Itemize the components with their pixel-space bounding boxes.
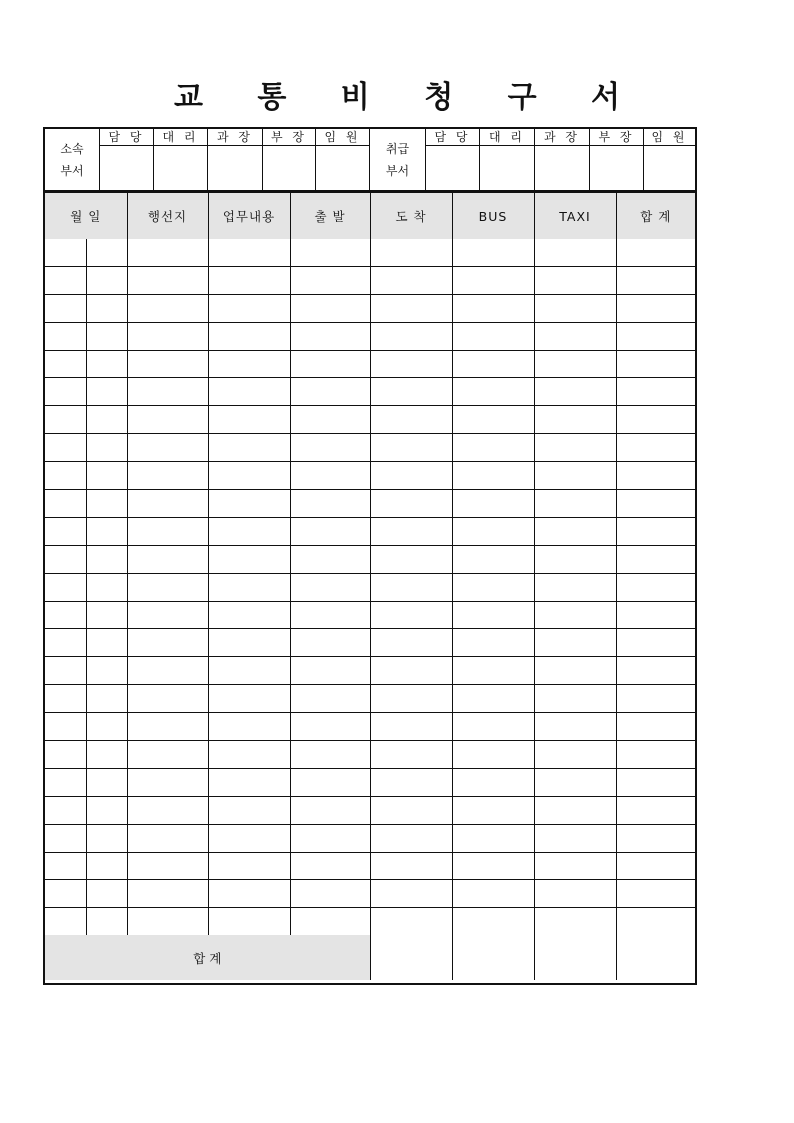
cell-task[interactable] xyxy=(208,406,290,434)
cell-destination[interactable] xyxy=(127,517,208,545)
cell-arrival[interactable] xyxy=(370,601,452,629)
cell-destination[interactable] xyxy=(127,824,208,852)
cell-arrival[interactable] xyxy=(370,768,452,796)
cell-bus[interactable] xyxy=(452,629,534,657)
cell-taxi[interactable] xyxy=(534,796,616,824)
expense-table xyxy=(45,193,695,980)
cell-month[interactable] xyxy=(45,350,86,378)
header-bus: BUS xyxy=(452,193,534,239)
cell-departure[interactable] xyxy=(290,824,370,852)
cell-total[interactable] xyxy=(616,462,695,490)
cell-departure[interactable] xyxy=(290,629,370,657)
cell-destination[interactable] xyxy=(127,406,208,434)
cell-destination[interactable] xyxy=(127,880,208,908)
cell-arrival[interactable] xyxy=(370,545,452,573)
cell-total[interactable] xyxy=(616,880,695,908)
cell-total[interactable] xyxy=(616,378,695,406)
cell-taxi[interactable] xyxy=(534,601,616,629)
cell-task[interactable] xyxy=(208,350,290,378)
table-row xyxy=(45,378,695,406)
cell-day[interactable] xyxy=(86,852,127,880)
cell-task[interactable] xyxy=(208,657,290,685)
cell-task[interactable] xyxy=(208,741,290,769)
cell-month[interactable] xyxy=(45,880,86,908)
table-row xyxy=(45,796,695,824)
cell-departure[interactable] xyxy=(290,545,370,573)
cell-departure[interactable] xyxy=(290,406,370,434)
cell-taxi[interactable] xyxy=(534,768,616,796)
cell-arrival[interactable] xyxy=(370,880,452,908)
cell-task[interactable] xyxy=(208,434,290,462)
cell-task[interactable] xyxy=(208,462,290,490)
cell-departure[interactable] xyxy=(290,796,370,824)
cell-arrival[interactable] xyxy=(370,713,452,741)
header-row xyxy=(45,193,695,239)
cell-task[interactable] xyxy=(208,629,290,657)
cell-bus[interactable] xyxy=(452,852,534,880)
cell-arrival[interactable] xyxy=(370,629,452,657)
cell-bus[interactable] xyxy=(452,517,534,545)
cell-month[interactable] xyxy=(45,545,86,573)
cell-total[interactable] xyxy=(616,545,695,573)
cell-taxi[interactable] xyxy=(534,294,616,322)
cell-bus[interactable] xyxy=(452,322,534,350)
cell-day[interactable] xyxy=(86,713,127,741)
cell-task[interactable] xyxy=(208,713,290,741)
cell-arrival[interactable] xyxy=(370,378,452,406)
cell-arrival[interactable] xyxy=(370,322,452,350)
cell-total[interactable] xyxy=(616,239,695,266)
cell-destination[interactable] xyxy=(127,629,208,657)
cell-bus[interactable] xyxy=(452,768,534,796)
table-row xyxy=(45,908,695,935)
footer-total-label: 합 계 xyxy=(45,935,370,980)
cell-arrival[interactable] xyxy=(370,852,452,880)
table-row xyxy=(45,239,695,266)
total-cell[interactable] xyxy=(370,935,452,980)
sign-box[interactable] xyxy=(154,129,208,190)
sign-box[interactable] xyxy=(426,129,480,190)
cell-day[interactable] xyxy=(86,824,127,852)
cell-taxi[interactable] xyxy=(534,378,616,406)
cell-bus[interactable] xyxy=(452,880,534,908)
footer-row xyxy=(45,935,695,980)
cell-destination[interactable] xyxy=(127,796,208,824)
cell-bus[interactable] xyxy=(452,462,534,490)
total-cell[interactable] xyxy=(616,935,695,980)
sign-label: 과 장 xyxy=(208,129,262,146)
cell-destination[interactable] xyxy=(127,545,208,573)
cell-total[interactable] xyxy=(616,685,695,713)
cell-day[interactable] xyxy=(86,490,127,518)
cell-total[interactable] xyxy=(616,713,695,741)
cell-task[interactable] xyxy=(208,768,290,796)
cell-day[interactable] xyxy=(86,629,127,657)
cell-task[interactable] xyxy=(208,601,290,629)
handling-dept-label xyxy=(370,129,426,190)
expense-table-frame xyxy=(43,191,697,985)
cell-day[interactable] xyxy=(86,545,127,573)
cell-bus[interactable] xyxy=(452,685,534,713)
cell-month[interactable] xyxy=(45,462,86,490)
cell-departure[interactable] xyxy=(290,462,370,490)
cell-total[interactable] xyxy=(616,490,695,518)
cell-arrival[interactable] xyxy=(370,796,452,824)
cell-destination[interactable] xyxy=(127,741,208,769)
table-row xyxy=(45,517,695,545)
table-row xyxy=(45,545,695,573)
cell-day[interactable] xyxy=(86,601,127,629)
cell-task[interactable] xyxy=(208,824,290,852)
cell-total[interactable] xyxy=(616,629,695,657)
sign-box[interactable] xyxy=(100,129,154,190)
cell-arrival[interactable] xyxy=(370,908,452,935)
sign-label: 임 원 xyxy=(316,129,369,146)
table-body xyxy=(45,239,695,935)
cell-total[interactable] xyxy=(616,824,695,852)
cell-departure[interactable] xyxy=(290,908,370,935)
cell-taxi[interactable] xyxy=(534,880,616,908)
sign-label: 과 장 xyxy=(535,129,589,146)
cell-total[interactable] xyxy=(616,908,695,935)
cell-task[interactable] xyxy=(208,490,290,518)
table-row xyxy=(45,741,695,769)
cell-bus[interactable] xyxy=(452,545,534,573)
cell-destination[interactable] xyxy=(127,768,208,796)
cell-taxi[interactable] xyxy=(534,741,616,769)
cell-taxi[interactable] xyxy=(534,266,616,294)
cell-month[interactable] xyxy=(45,266,86,294)
header-destination: 행선지 xyxy=(127,193,208,239)
cell-taxi[interactable] xyxy=(534,490,616,518)
cell-bus[interactable] xyxy=(452,713,534,741)
cell-total[interactable] xyxy=(616,573,695,601)
table-row xyxy=(45,490,695,518)
header-taxi: TAXI xyxy=(534,193,616,239)
cell-month[interactable] xyxy=(45,322,86,350)
cell-taxi[interactable] xyxy=(534,350,616,378)
cell-day[interactable] xyxy=(86,741,127,769)
cell-taxi[interactable] xyxy=(534,629,616,657)
cell-day[interactable] xyxy=(86,406,127,434)
cell-task[interactable] xyxy=(208,294,290,322)
cell-day[interactable] xyxy=(86,517,127,545)
cell-taxi[interactable] xyxy=(534,908,616,935)
cell-taxi[interactable] xyxy=(534,545,616,573)
cell-month[interactable] xyxy=(45,796,86,824)
cell-departure[interactable] xyxy=(290,490,370,518)
table-row xyxy=(45,713,695,741)
cell-destination[interactable] xyxy=(127,657,208,685)
table-row xyxy=(45,768,695,796)
sign-label: 담 당 xyxy=(426,129,479,146)
table-row xyxy=(45,629,695,657)
cell-destination[interactable] xyxy=(127,490,208,518)
table-row xyxy=(45,824,695,852)
cell-departure[interactable] xyxy=(290,434,370,462)
cell-total[interactable] xyxy=(616,406,695,434)
table-row xyxy=(45,294,695,322)
cell-day[interactable] xyxy=(86,796,127,824)
cell-task[interactable] xyxy=(208,880,290,908)
cell-destination[interactable] xyxy=(127,601,208,629)
cell-task[interactable] xyxy=(208,266,290,294)
cell-destination[interactable] xyxy=(127,266,208,294)
cell-month[interactable] xyxy=(45,685,86,713)
cell-bus[interactable] xyxy=(452,601,534,629)
cell-day[interactable] xyxy=(86,462,127,490)
cell-arrival[interactable] xyxy=(370,741,452,769)
table-row xyxy=(45,434,695,462)
cell-total[interactable] xyxy=(616,517,695,545)
cell-month[interactable] xyxy=(45,824,86,852)
table-row xyxy=(45,462,695,490)
cell-taxi[interactable] xyxy=(534,573,616,601)
cell-bus[interactable] xyxy=(452,824,534,852)
cell-month[interactable] xyxy=(45,768,86,796)
cell-total[interactable] xyxy=(616,657,695,685)
cell-task[interactable] xyxy=(208,517,290,545)
header-departure: 출 발 xyxy=(290,193,370,239)
cell-task[interactable] xyxy=(208,852,290,880)
document-title: 교 통 비 청 구 서 xyxy=(173,80,643,115)
cell-departure[interactable] xyxy=(290,713,370,741)
cell-month[interactable] xyxy=(45,573,86,601)
cell-day[interactable] xyxy=(86,573,127,601)
cell-day[interactable] xyxy=(86,657,127,685)
sign-label: 부 장 xyxy=(590,129,643,146)
cell-departure[interactable] xyxy=(290,880,370,908)
cell-bus[interactable] xyxy=(452,796,534,824)
cell-arrival[interactable] xyxy=(370,517,452,545)
sign-label: 담 당 xyxy=(100,129,153,146)
total-cell[interactable] xyxy=(452,935,534,980)
cell-departure[interactable] xyxy=(290,573,370,601)
cell-bus[interactable] xyxy=(452,573,534,601)
cell-total[interactable] xyxy=(616,266,695,294)
cell-day[interactable] xyxy=(86,768,127,796)
cell-arrival[interactable] xyxy=(370,350,452,378)
cell-destination[interactable] xyxy=(127,294,208,322)
cell-departure[interactable] xyxy=(290,685,370,713)
cell-day[interactable] xyxy=(86,350,127,378)
table-row xyxy=(45,406,695,434)
cell-arrival[interactable] xyxy=(370,434,452,462)
table-row xyxy=(45,657,695,685)
sign-box[interactable] xyxy=(208,129,263,190)
cell-arrival[interactable] xyxy=(370,657,452,685)
cell-taxi[interactable] xyxy=(534,824,616,852)
cell-destination[interactable] xyxy=(127,462,208,490)
cell-day[interactable] xyxy=(86,239,127,266)
header-arrival: 도 착 xyxy=(370,193,452,239)
cell-total[interactable] xyxy=(616,322,695,350)
table-row xyxy=(45,852,695,880)
total-cell[interactable] xyxy=(534,935,616,980)
cell-taxi[interactable] xyxy=(534,852,616,880)
cell-bus[interactable] xyxy=(452,908,534,935)
cell-bus[interactable] xyxy=(452,294,534,322)
cell-bus[interactable] xyxy=(452,434,534,462)
cell-departure[interactable] xyxy=(290,378,370,406)
cell-taxi[interactable] xyxy=(534,406,616,434)
cell-total[interactable] xyxy=(616,796,695,824)
affiliation-dept-label-line1: 소속 xyxy=(60,141,84,156)
cell-month[interactable] xyxy=(45,601,86,629)
cell-task[interactable] xyxy=(208,685,290,713)
approval-block xyxy=(43,127,697,192)
cell-departure[interactable] xyxy=(290,350,370,378)
handling-approval xyxy=(370,129,695,190)
cell-total[interactable] xyxy=(616,601,695,629)
cell-arrival[interactable] xyxy=(370,462,452,490)
cell-taxi[interactable] xyxy=(534,685,616,713)
header-date: 월 일 xyxy=(45,193,127,239)
cell-month[interactable] xyxy=(45,434,86,462)
cell-arrival[interactable] xyxy=(370,824,452,852)
handling-dept-label-line1: 취급 xyxy=(385,141,410,156)
cell-total[interactable] xyxy=(616,350,695,378)
sign-box[interactable] xyxy=(590,129,644,190)
sign-label: 대 리 xyxy=(154,129,207,146)
cell-bus[interactable] xyxy=(452,741,534,769)
cell-total[interactable] xyxy=(616,434,695,462)
cell-day[interactable] xyxy=(86,685,127,713)
cell-day[interactable] xyxy=(86,434,127,462)
cell-taxi[interactable] xyxy=(534,434,616,462)
cell-day[interactable] xyxy=(86,908,127,935)
cell-taxi[interactable] xyxy=(534,517,616,545)
cell-task[interactable] xyxy=(208,908,290,935)
cell-destination[interactable] xyxy=(127,573,208,601)
cell-bus[interactable] xyxy=(452,266,534,294)
cell-arrival[interactable] xyxy=(370,573,452,601)
cell-departure[interactable] xyxy=(290,657,370,685)
sign-label: 임 원 xyxy=(644,129,695,146)
cell-task[interactable] xyxy=(208,796,290,824)
cell-destination[interactable] xyxy=(127,852,208,880)
cell-taxi[interactable] xyxy=(534,462,616,490)
affiliation-dept-label-line2: 부서 xyxy=(60,163,84,178)
table-row xyxy=(45,266,695,294)
cell-arrival[interactable] xyxy=(370,685,452,713)
cell-bus[interactable] xyxy=(452,378,534,406)
header-task: 업무내용 xyxy=(208,193,290,239)
cell-destination[interactable] xyxy=(127,434,208,462)
cell-bus[interactable] xyxy=(452,490,534,518)
cell-departure[interactable] xyxy=(290,239,370,266)
cell-month[interactable] xyxy=(45,657,86,685)
cell-bus[interactable] xyxy=(452,657,534,685)
cell-taxi[interactable] xyxy=(534,657,616,685)
cell-month[interactable] xyxy=(45,294,86,322)
cell-month[interactable] xyxy=(45,378,86,406)
cell-destination[interactable] xyxy=(127,378,208,406)
cell-taxi[interactable] xyxy=(534,322,616,350)
cell-arrival[interactable] xyxy=(370,406,452,434)
cell-task[interactable] xyxy=(208,239,290,266)
cell-departure[interactable] xyxy=(290,768,370,796)
table-row xyxy=(45,350,695,378)
cell-arrival[interactable] xyxy=(370,239,452,266)
sign-box[interactable] xyxy=(263,129,316,190)
cell-day[interactable] xyxy=(86,378,127,406)
cell-bus[interactable] xyxy=(452,239,534,266)
cell-bus[interactable] xyxy=(452,350,534,378)
table-row xyxy=(45,322,695,350)
cell-departure[interactable] xyxy=(290,741,370,769)
cell-task[interactable] xyxy=(208,378,290,406)
cell-taxi[interactable] xyxy=(534,239,616,266)
cell-taxi[interactable] xyxy=(534,713,616,741)
cell-month[interactable] xyxy=(45,517,86,545)
cell-destination[interactable] xyxy=(127,239,208,266)
cell-arrival[interactable] xyxy=(370,294,452,322)
cell-departure[interactable] xyxy=(290,601,370,629)
cell-month[interactable] xyxy=(45,852,86,880)
sign-box[interactable] xyxy=(535,129,590,190)
cell-destination[interactable] xyxy=(127,908,208,935)
cell-month[interactable] xyxy=(45,713,86,741)
cell-destination[interactable] xyxy=(127,350,208,378)
cell-task[interactable] xyxy=(208,322,290,350)
cell-departure[interactable] xyxy=(290,852,370,880)
cell-total[interactable] xyxy=(616,741,695,769)
cell-destination[interactable] xyxy=(127,685,208,713)
table-row xyxy=(45,685,695,713)
affiliation-approval xyxy=(45,129,370,190)
handling-dept-label-line2: 부서 xyxy=(385,163,410,178)
table-row xyxy=(45,880,695,908)
cell-departure[interactable] xyxy=(290,517,370,545)
cell-destination[interactable] xyxy=(127,322,208,350)
cell-departure[interactable] xyxy=(290,266,370,294)
header-total: 합 계 xyxy=(616,193,695,239)
sign-label: 부 장 xyxy=(263,129,315,146)
table-row xyxy=(45,573,695,601)
cell-total[interactable] xyxy=(616,768,695,796)
cell-month[interactable] xyxy=(45,908,86,935)
cell-month[interactable] xyxy=(45,406,86,434)
cell-total[interactable] xyxy=(616,852,695,880)
cell-arrival[interactable] xyxy=(370,266,452,294)
cell-day[interactable] xyxy=(86,266,127,294)
table-row xyxy=(45,601,695,629)
cell-task[interactable] xyxy=(208,545,290,573)
cell-month[interactable] xyxy=(45,629,86,657)
cell-departure[interactable] xyxy=(290,294,370,322)
cell-month[interactable] xyxy=(45,239,86,266)
cell-departure[interactable] xyxy=(290,322,370,350)
cell-bus[interactable] xyxy=(452,406,534,434)
cell-month[interactable] xyxy=(45,490,86,518)
cell-day[interactable] xyxy=(86,294,127,322)
cell-month[interactable] xyxy=(45,741,86,769)
cell-task[interactable] xyxy=(208,573,290,601)
sign-box[interactable] xyxy=(316,129,370,190)
cell-day[interactable] xyxy=(86,322,127,350)
cell-arrival[interactable] xyxy=(370,490,452,518)
cell-day[interactable] xyxy=(86,880,127,908)
sign-box[interactable] xyxy=(644,129,695,190)
sign-label: 대 리 xyxy=(480,129,534,146)
cell-destination[interactable] xyxy=(127,713,208,741)
sign-box[interactable] xyxy=(480,129,535,190)
affiliation-dept-label xyxy=(45,129,100,190)
cell-total[interactable] xyxy=(616,294,695,322)
